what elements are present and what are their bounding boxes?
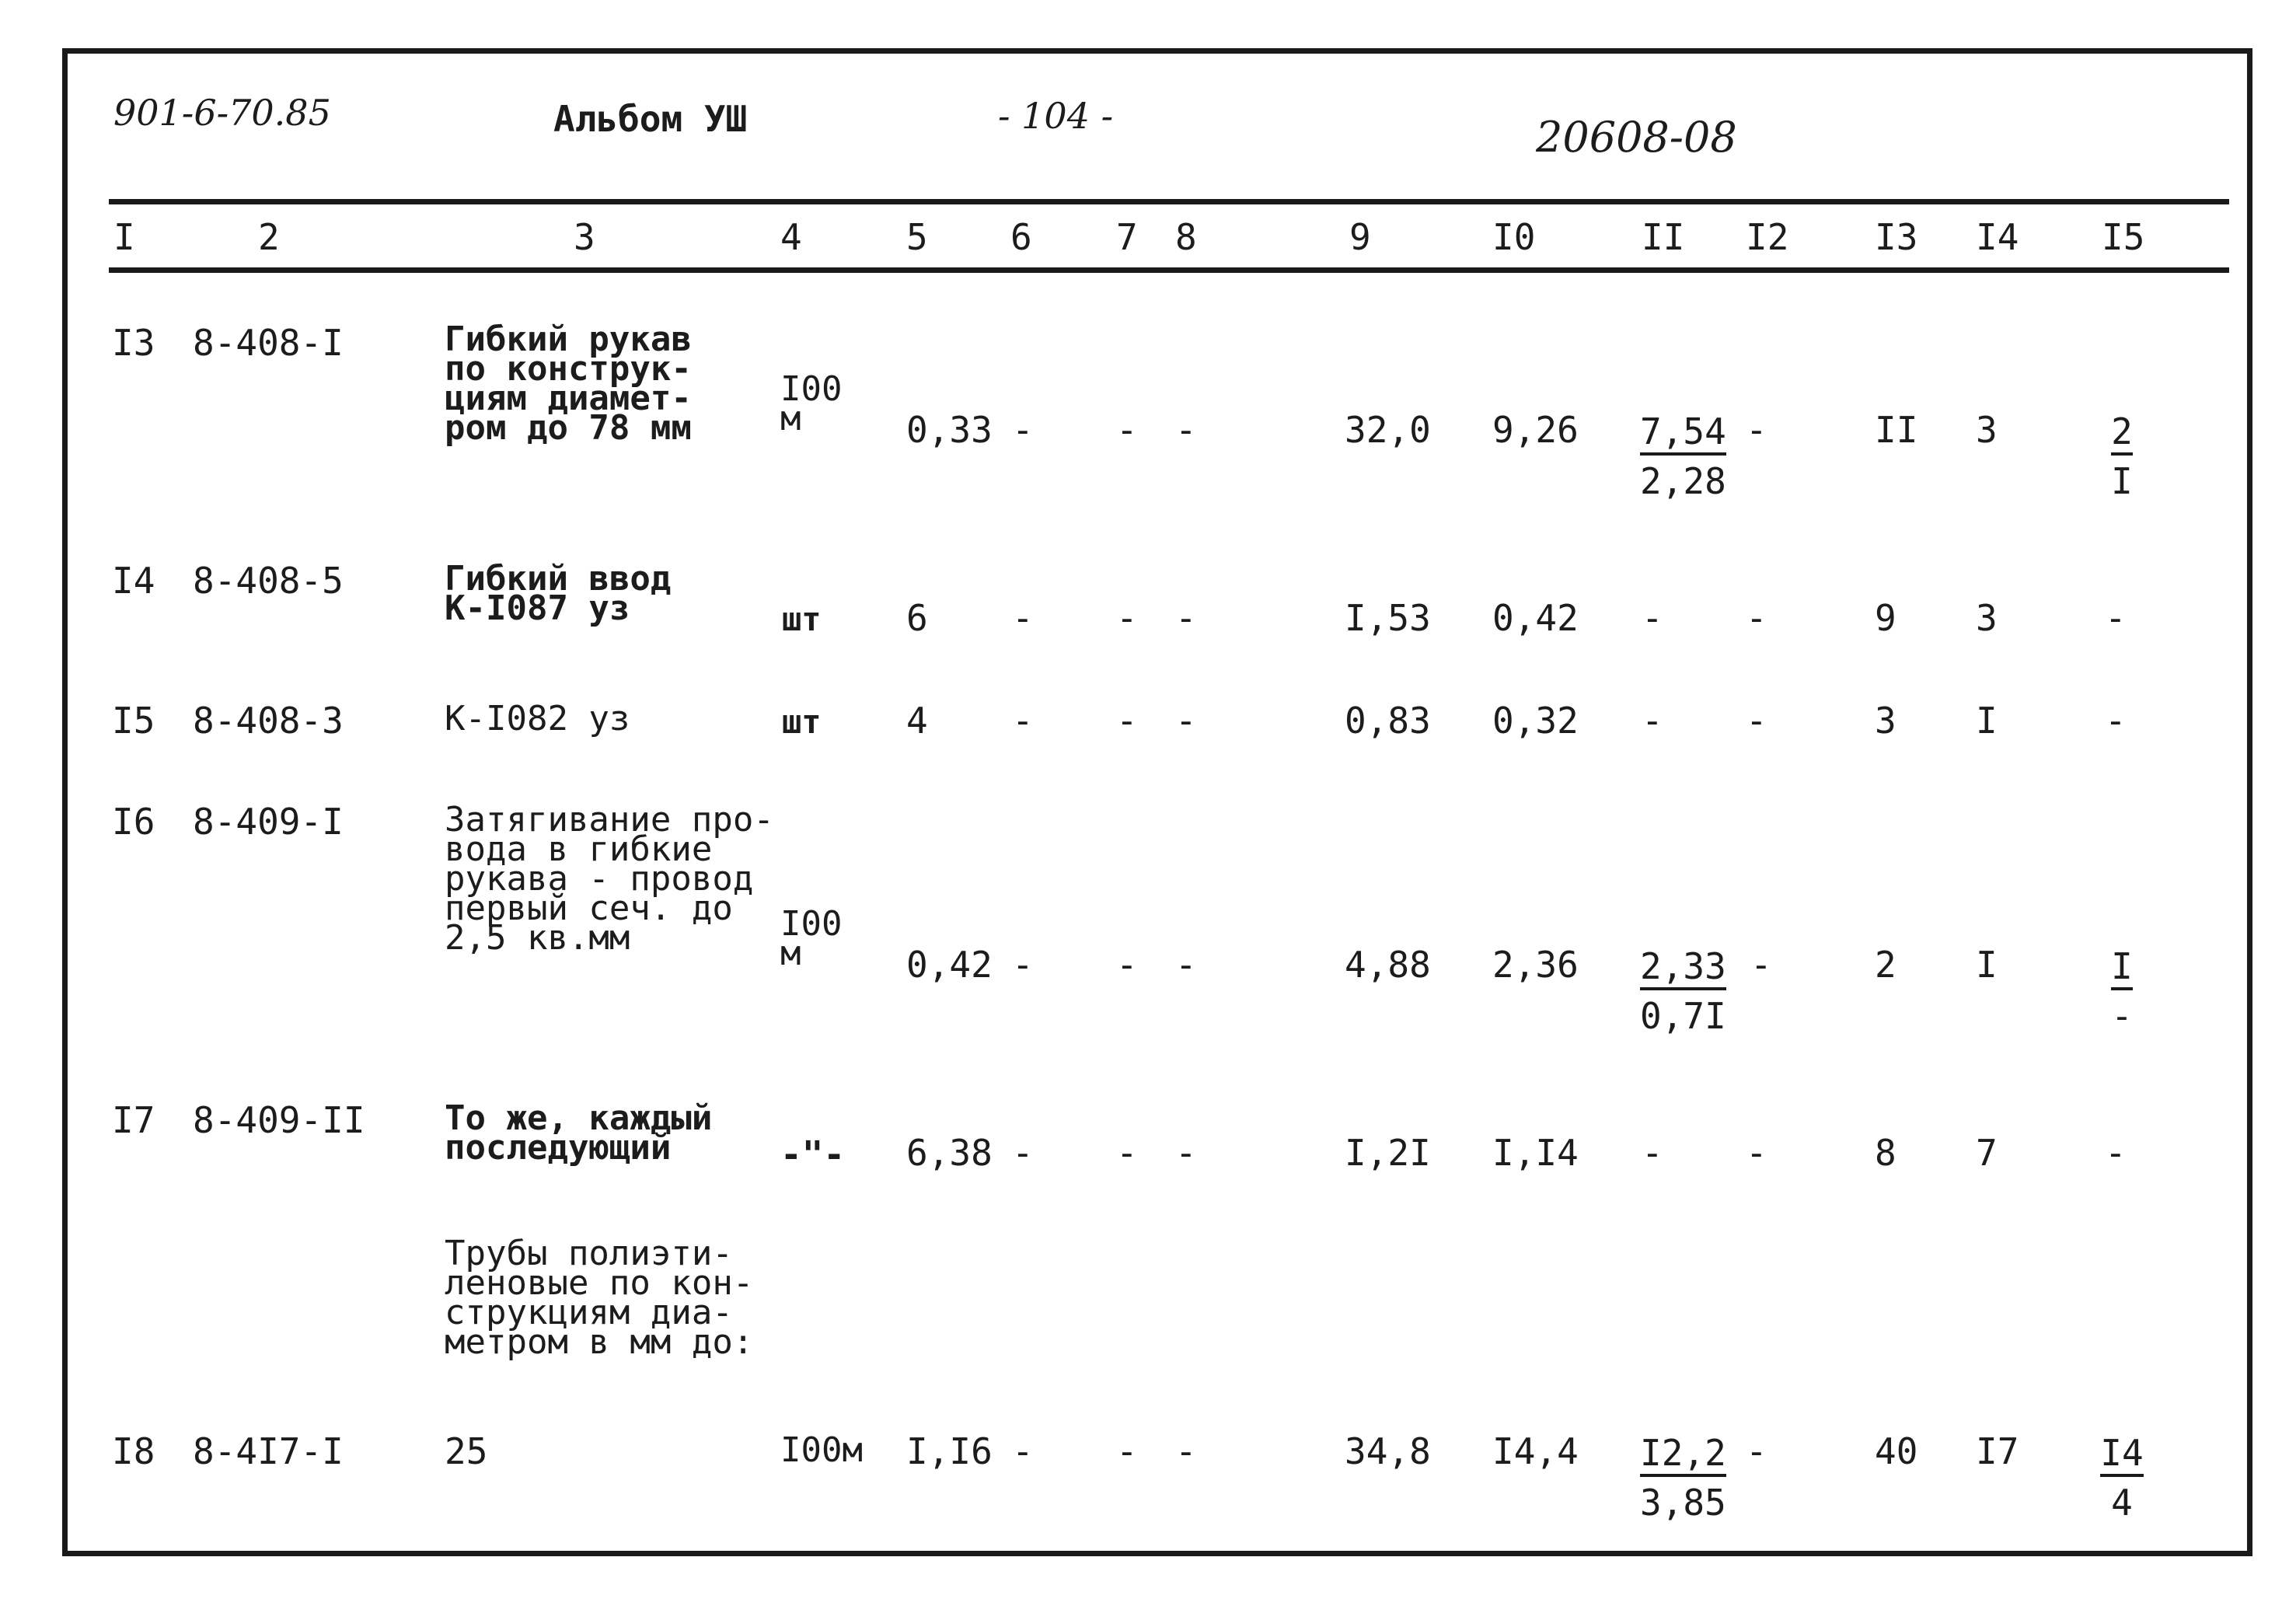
norm-code: 8-408-I [193, 322, 344, 364]
col11-value: - [1642, 700, 1663, 742]
col11-numerator: 7,54 [1640, 414, 1726, 456]
row-number: I8 [112, 1430, 155, 1472]
work-description: То же, каждый последующий [445, 1098, 713, 1168]
row-number: I3 [112, 322, 155, 364]
col-header-10: I0 [1492, 216, 1536, 258]
row-number: I6 [112, 801, 155, 843]
section-heading: Трубы полиэти- леновые по кон- струкциям диа- метром в мм до: [445, 1234, 754, 1362]
col10-value: I4,4 [1492, 1430, 1579, 1472]
col11-value: - [1642, 1132, 1663, 1174]
col13-value: 3 [1875, 700, 1896, 742]
col15-denominator: - [2111, 995, 2133, 1037]
header-rule-top [109, 199, 2229, 204]
col12-value: - [1746, 409, 1767, 451]
col12-value: - [1746, 597, 1767, 639]
unit: I00м [780, 1430, 863, 1470]
col14-value: 3 [1976, 409, 1998, 451]
col8-value: - [1175, 409, 1197, 451]
col-header-9: 9 [1349, 216, 1371, 258]
col15-fraction [2094, 1432, 2150, 1524]
col9-value: 4,88 [1345, 944, 1431, 986]
norm-code: 8-408-3 [193, 700, 344, 742]
col11-fraction [1640, 945, 1726, 1037]
col15-fraction [2099, 945, 2145, 1037]
col11-numerator: 2,33 [1640, 948, 1726, 990]
col12-value: - [1746, 700, 1767, 742]
work-description: Гибкий рукав по конструк- циям диамет- ром до 78 мм [445, 319, 692, 448]
col7-value: - [1116, 1430, 1138, 1472]
work-description: Затягивание про- вода в гибкие рукава - провод первый сеч. до 2,5 кв.мм [445, 800, 774, 958]
pipe-diameter: 25 [445, 1430, 488, 1472]
col14-value: I [1976, 700, 1998, 742]
col6-value: - [1012, 1430, 1034, 1472]
col15-denominator: 4 [2111, 1482, 2133, 1524]
col15-numerator: I4 [2100, 1435, 2143, 1477]
col7-value: - [1116, 409, 1138, 451]
col13-value: 2 [1875, 944, 1896, 986]
col9-value: I,2I [1345, 1132, 1431, 1174]
sheet-code: 20608-08 [1536, 113, 1737, 162]
col9-value: I,53 [1345, 597, 1431, 639]
col10-value: 2,36 [1492, 944, 1579, 986]
unit: I00 м [780, 369, 843, 438]
col14-value: I7 [1976, 1430, 2019, 1472]
col13-value: 9 [1875, 597, 1896, 639]
col-header-7: 7 [1116, 216, 1138, 258]
col15-numerator: I [2111, 948, 2133, 990]
col12-value: - [1750, 944, 1772, 986]
col7-value: - [1116, 1132, 1138, 1174]
col15-denominator: I [2111, 460, 2133, 502]
document-frame [62, 48, 2252, 1556]
norm-code: 8-409-I [193, 801, 344, 843]
col5-value: I,I6 [906, 1430, 993, 1472]
col10-value: 9,26 [1492, 409, 1579, 451]
header-rule-bottom [109, 267, 2229, 273]
col12-value: - [1746, 1430, 1767, 1472]
col8-value: - [1175, 597, 1197, 639]
col-header-11: II [1642, 216, 1685, 258]
col5-value: 0,33 [906, 409, 993, 451]
row-number: I5 [112, 700, 155, 742]
col8-value: - [1175, 1132, 1197, 1174]
work-description: К-I082 уз [445, 699, 630, 738]
col11-value: - [1642, 597, 1663, 639]
unit: шт [782, 703, 822, 741]
col8-value: - [1175, 1430, 1197, 1472]
norm-code: 8-408-5 [193, 560, 344, 602]
col-header-3: 3 [574, 216, 595, 258]
col7-value: - [1116, 597, 1138, 639]
col-header-1: I [113, 216, 135, 258]
col10-value: 0,32 [1492, 700, 1579, 742]
col6-value: - [1012, 1132, 1034, 1174]
col6-value: - [1012, 597, 1034, 639]
col-header-12: I2 [1746, 216, 1789, 258]
col8-value: - [1175, 944, 1197, 986]
col6-value: - [1012, 700, 1034, 742]
norm-code: 8-4I7-I [193, 1430, 344, 1472]
col13-value: II [1875, 409, 1918, 451]
col9-value: 34,8 [1345, 1430, 1431, 1472]
col6-value: - [1012, 409, 1034, 451]
col-header-5: 5 [906, 216, 928, 258]
col5-value: 0,42 [906, 944, 993, 986]
col9-value: 32,0 [1345, 409, 1431, 451]
col-header-13: I3 [1875, 216, 1918, 258]
col11-fraction [1640, 410, 1726, 502]
col-header-2: 2 [258, 216, 280, 258]
col11-denominator: 3,85 [1640, 1482, 1726, 1524]
doc-code: 901-6-70.85 [113, 92, 331, 134]
col13-value: 40 [1875, 1430, 1918, 1472]
col7-value: - [1116, 944, 1138, 986]
unit: -"- [780, 1133, 846, 1175]
col-header-15: I5 [2102, 216, 2145, 258]
col-header-8: 8 [1175, 216, 1197, 258]
norm-code: 8-409-II [193, 1099, 365, 1141]
col5-value: 6 [906, 597, 928, 639]
col14-value: I [1976, 944, 1998, 986]
row-number: I4 [112, 560, 155, 602]
col-header-4: 4 [780, 216, 802, 258]
col15-value: - [2105, 1132, 2127, 1174]
col15-fraction [2099, 410, 2145, 502]
col10-value: 0,42 [1492, 597, 1579, 639]
album-title: Альбом УШ [553, 98, 748, 140]
col11-fraction [1640, 1432, 1726, 1524]
col13-value: 8 [1875, 1132, 1896, 1174]
col15-value: - [2105, 597, 2127, 639]
col11-numerator: I2,2 [1640, 1435, 1726, 1477]
col5-value: 6,38 [906, 1132, 993, 1174]
col6-value: - [1012, 944, 1034, 986]
col10-value: I,I4 [1492, 1132, 1579, 1174]
col15-value: - [2105, 700, 2127, 742]
col9-value: 0,83 [1345, 700, 1431, 742]
unit: I00 м [780, 904, 843, 973]
col15-numerator: 2 [2111, 414, 2133, 456]
unit: шт [782, 600, 822, 638]
col14-value: 3 [1976, 597, 1998, 639]
col8-value: - [1175, 700, 1197, 742]
col14-value: 7 [1976, 1132, 1998, 1174]
col11-denominator: 0,7I [1640, 995, 1726, 1037]
work-description: Гибкий ввод К-I087 уз [445, 559, 672, 628]
col-header-14: I4 [1976, 216, 2019, 258]
col5-value: 4 [906, 700, 928, 742]
col11-denominator: 2,28 [1640, 460, 1726, 502]
col-header-6: 6 [1010, 216, 1032, 258]
row-number: I7 [112, 1099, 155, 1141]
col12-value: - [1746, 1132, 1767, 1174]
col7-value: - [1116, 700, 1138, 742]
page-number: - 104 - [998, 95, 1114, 137]
